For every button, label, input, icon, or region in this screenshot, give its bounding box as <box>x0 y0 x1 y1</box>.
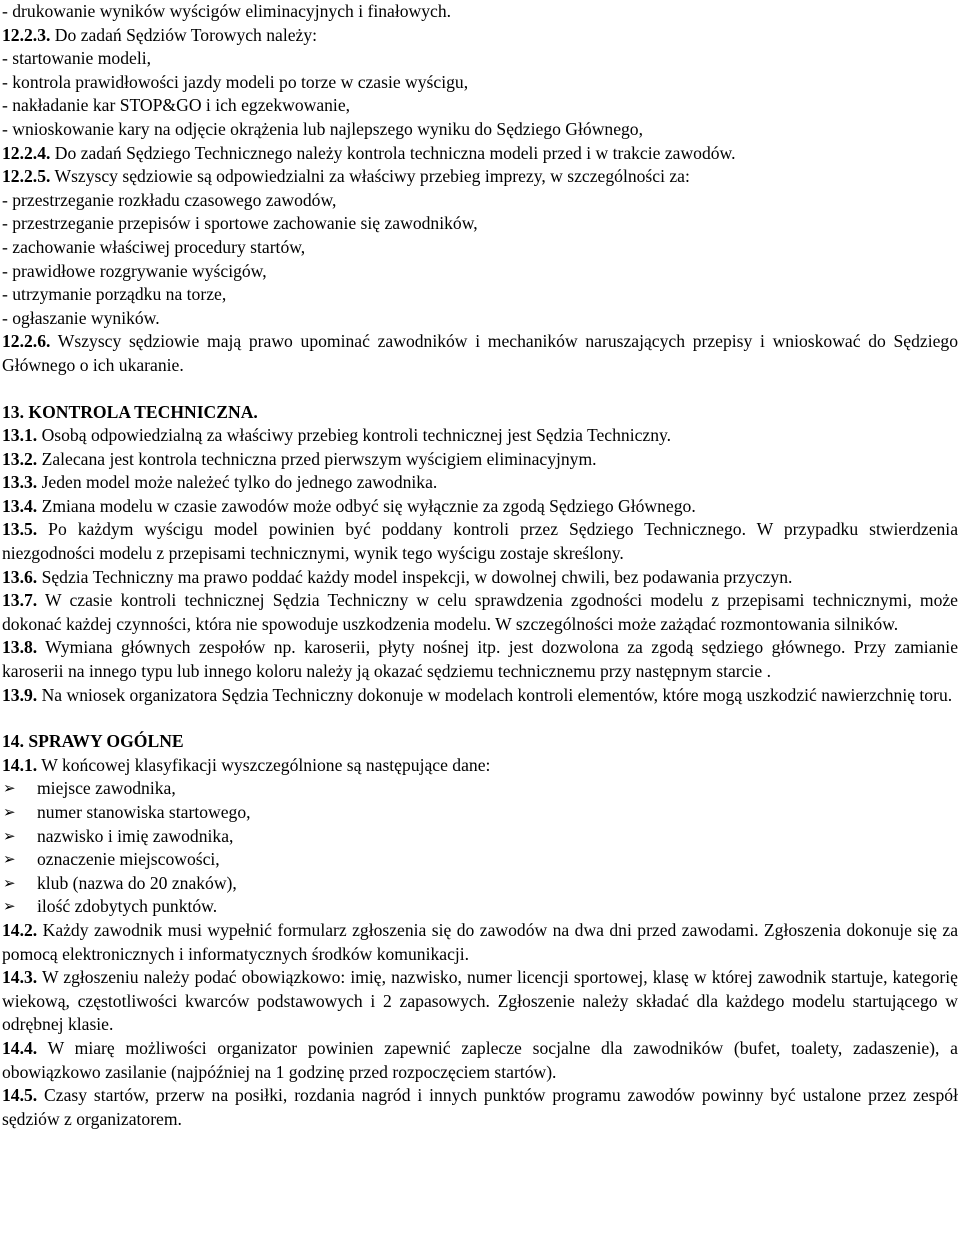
list-item: - wnioskowanie kary na odjęcie okrążenia lub najlepszego wyniku do Sędziego Głównego, <box>2 118 644 139</box>
bullet-text: oznaczenie miejscowości, <box>37 849 220 870</box>
arrow-bullet-icon: ➢ <box>3 897 16 916</box>
list-item: - zachowanie właściwej procedury startów, <box>2 236 306 257</box>
section-number: 13.5. <box>2 519 38 540</box>
paragraph-text: Po każdym wyścigu model powinien być poddany kontroli przez Sędziego Technicznego. W przypadku stwierdzenia niezgodności modelu z przepisami technicznymi, wynik tego wyścigu zostaje skreślony. <box>2 519 958 564</box>
paragraph-14-2 <box>2 919 958 966</box>
paragraph-text: Czasy startów, przerw na posiłki, rozdania nagród i innych punktów programu zawodów powinny być ustalone przez zespół sędziów z organizatorem. <box>2 1085 958 1129</box>
paragraph-text: Zmiana modelu w czasie zawodów może odbyć się wyłącznie za zgodą Sędziego Głównego. <box>37 495 696 516</box>
list-item: - startowanie modeli, <box>2 48 152 69</box>
arrow-bullet-icon: ➢ <box>3 826 16 845</box>
paragraph-13-3 <box>2 471 958 495</box>
section-number: 13.8. <box>2 637 38 658</box>
section-number: 13.6. <box>2 566 38 587</box>
bullet-item <box>2 872 958 896</box>
list-item: - przestrzeganie rozkładu czasowego zawodów, <box>2 189 337 210</box>
list-item: - nakładanie kar STOP&GO i ich egzekwowanie, <box>2 95 351 116</box>
section-number: 13.3. <box>2 472 38 493</box>
bullet-text: ilość zdobytych punktów. <box>37 896 218 917</box>
paragraph-text: Wszyscy sędziowie mają prawo upominać zawodników i mechaników naruszających przepisy i wnioskować do Sędziego Głównego o ich ukaranie. <box>2 331 958 375</box>
paragraph-text: Na wniosek organizatora Sędzia Techniczny dokonuje w modelach kontroli elementów, które mogą uszkodzić nawierzchnię toru. <box>37 684 953 705</box>
paragraph-12-2-6 <box>2 330 958 377</box>
arrow-bullet-icon: ➢ <box>3 803 16 821</box>
list-item: - ogłaszanie wyników. <box>2 307 160 328</box>
paragraph-text: W miarę możliwości organizator powinien zapewnić zaplecze socjalne dla zawodników (bufet, toalety, zadaszenie), a obowiązkowo zasilanie (najpóźniej na 1 godzinę przed rozpoczęciem startów). <box>2 1037 958 1082</box>
paragraph-14-3 <box>2 966 958 1037</box>
section-heading-13: 13. KONTROLA TECHNICZNA. <box>2 401 258 422</box>
section-number: 14.4. <box>2 1037 38 1058</box>
paragraph-text: Sędzia Techniczny ma prawo poddać każdy model inspekcji, w dowolnej chwili, bez podawania przyczyn. <box>37 566 793 587</box>
spacer <box>2 707 958 730</box>
arrow-bullet-icon: ➢ <box>3 779 16 798</box>
bullet-item <box>2 801 958 825</box>
bullet-text: miejsce zawodnika, <box>37 778 176 799</box>
section-number: 12.2.5. <box>2 166 51 187</box>
section-number: 12.2.4. <box>2 142 51 163</box>
arrow-bullet-icon: ➢ <box>3 873 16 892</box>
spacer <box>2 378 958 401</box>
paragraph-13-1 <box>2 424 958 448</box>
paragraph-13-2 <box>2 448 958 472</box>
arrow-bullet-icon: ➢ <box>3 850 16 869</box>
paragraph-13-7 <box>2 589 958 636</box>
bullet-text: klub (nazwa do 20 znaków), <box>37 872 237 893</box>
section-number: 13.2. <box>2 448 38 469</box>
section-number: 12.2.3. <box>2 24 51 45</box>
paragraph-12-2-3 <box>2 24 958 48</box>
bullet-item <box>2 825 958 849</box>
section-number: 12.2.6. <box>2 331 51 352</box>
paragraph-13-4 <box>2 495 958 519</box>
paragraph-text: Jeden model może należeć tylko do jednego zawodnika. <box>37 472 438 493</box>
paragraph-text: Do zadań Sędziów Torowych należy: <box>50 24 318 45</box>
section-heading-14: 14. SPRAWY OGÓLNE <box>2 731 184 752</box>
section-number: 13.4. <box>2 495 38 516</box>
list-item: - przestrzeganie przepisów i sportowe zachowanie się zawodników, <box>2 213 478 234</box>
paragraph-text: Zalecana jest kontrola techniczna przed pierwszym wyścigiem eliminacyjnym. <box>37 448 597 469</box>
bullet-item <box>2 895 958 919</box>
paragraph-text: Osobą odpowiedzialną za właściwy przebieg kontroli technicznej jest Sędzia Techniczny. <box>37 425 672 446</box>
paragraph-13-5 <box>2 518 958 565</box>
paragraph-text: Wszyscy sędziowie są odpowiedzialni za właściwy przebieg imprezy, w szczególności za: <box>50 166 690 187</box>
paragraph-text: Wymiana głównych zespołów np. karoserii, płyty nośnej itp. jest dozwolona za zgodą sędziego głównego. Przy zamianie karoserii na innego typu lub innego koloru należy ją okazać sędziemu technicznemu przy następnym starcie . <box>2 637 958 682</box>
list-item: - utrzymanie porządku na torze, <box>2 284 227 305</box>
bullet-text: numer stanowiska startowego, <box>37 802 251 822</box>
paragraph-14-5 <box>2 1084 958 1131</box>
section-number: 14.2. <box>2 919 38 940</box>
section-number: 13.1. <box>2 425 38 446</box>
text-line: - drukowanie wyników wyścigów eliminacyjnych i finałowych. <box>2 1 452 21</box>
section-number: 14.3. <box>2 967 38 988</box>
paragraph-13-9 <box>2 684 958 708</box>
paragraph-text: W czasie kontroli technicznej Sędzia Techniczny w celu sprawdzenia zgodności modelu z przepisami technicznymi, może dokonać każdej czynności, która nie spowoduje uszkodzenia modelu. W szczególności może zażądać rozmontowania silników. <box>2 590 958 634</box>
bullet-item <box>2 777 958 801</box>
section-number: 14.1. <box>2 754 38 775</box>
bullet-text: nazwisko i imię zawodnika, <box>37 825 234 846</box>
paragraph-text: Każdy zawodnik musi wypełnić formularz zgłoszenia się do zawodów na dwa dni przed zawodami. Zgłoszenia dokonuje się za pomocą elektronicznych i informatycznych środków komunikacji. <box>2 919 958 964</box>
section-number: 13.9. <box>2 684 38 705</box>
list-item: - prawidłowe rozgrywanie wyścigów, <box>2 260 267 281</box>
paragraph-14-4 <box>2 1037 958 1084</box>
section-number: 14.5. <box>2 1085 38 1106</box>
paragraph-text: Do zadań Sędziego Technicznego należy kontrola techniczna modeli przed i w trakcie zawodów. <box>50 142 736 163</box>
paragraph-14-1 <box>2 754 958 778</box>
paragraph-12-2-5 <box>2 165 958 189</box>
paragraph-text: W końcowej klasyfikacji wyszczególnione są następujące dane: <box>37 754 491 775</box>
section-number: 13.7. <box>2 590 38 611</box>
paragraph-12-2-4 <box>2 142 958 166</box>
paragraph-text: W zgłoszeniu należy podać obowiązkowo: imię, nazwisko, numer licencji sportowej, klasę w której zawodnik startuje, kategorię wiekową, częstotliwości kwarców podstawowych i 2 zapasowych. Zgłoszenie należy składać dla każdego modelu startującego w odrębnej klasie. <box>2 967 958 1035</box>
paragraph-13-6 <box>2 566 958 590</box>
bullet-item <box>2 848 958 872</box>
list-item: - kontrola prawidłowości jazdy modeli po torze w czasie wyścigu, <box>2 71 469 92</box>
paragraph-13-8 <box>2 636 958 683</box>
